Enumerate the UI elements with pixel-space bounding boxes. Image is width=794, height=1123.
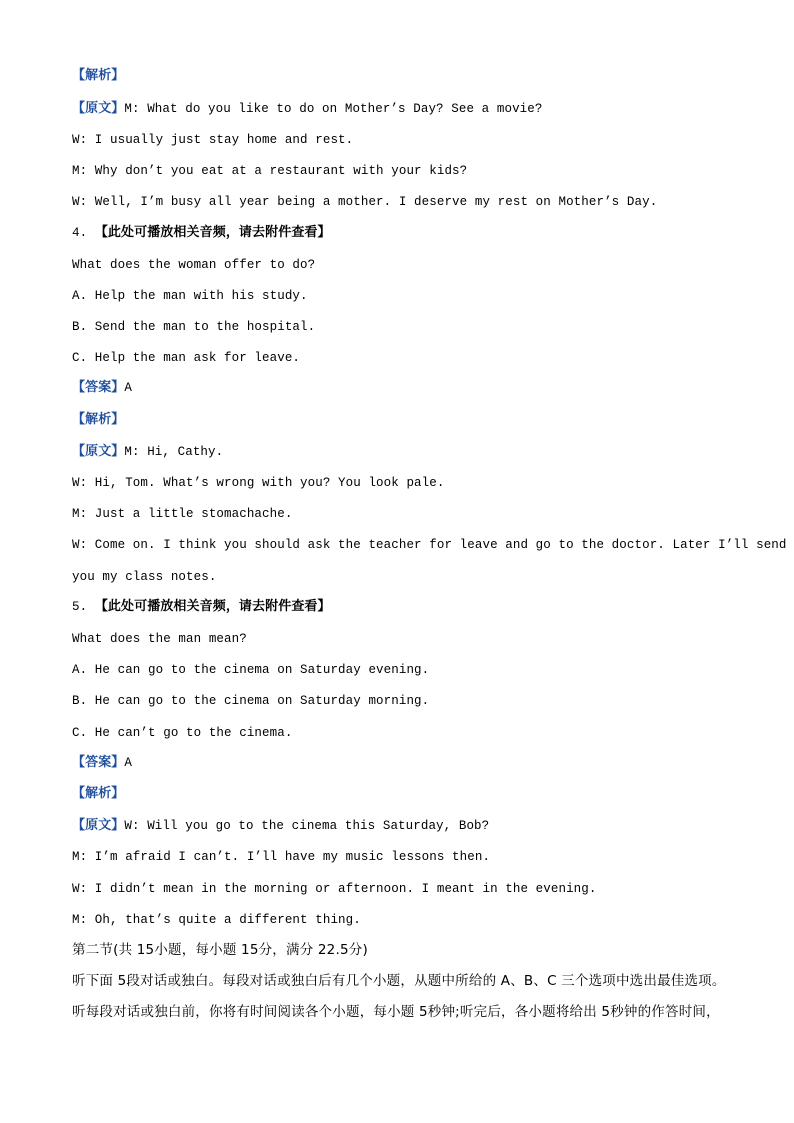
- transcript-text: W: I usually just stay home and rest.: [72, 133, 354, 147]
- instructions-text: 听下面 5段对话或独白。每段对话或独白后有几个小题，从题中所给的 A、B、C 三个选项中选出最佳选项。: [72, 973, 726, 989]
- option-b: [72, 319, 315, 335]
- transcript-text: M: Oh, that’s quite a different thing.: [72, 913, 361, 927]
- transcript-line: [72, 881, 596, 897]
- transcript-line: [72, 506, 292, 522]
- transcript-text: W: Come on. I think you should ask the teacher for leave and go to the doctor. Later I’ll send: [72, 538, 787, 552]
- option-text: A. Help the man with his study.: [72, 289, 308, 303]
- question-text-content: What does the man mean?: [72, 632, 247, 646]
- question-number: 5.: [72, 600, 95, 614]
- section-heading-text: 第二节(共 15小题，每小题 15分，满分 22.5分): [72, 942, 368, 958]
- transcript-text: M: I’m afraid I can’t. I’ll have my music lessons then.: [72, 850, 491, 864]
- transcript-text: you my class notes.: [72, 570, 217, 584]
- transcript-line: [72, 912, 361, 928]
- audio-placeholder-label[interactable]: 【此处可播放相关音频，请去附件查看】: [94, 599, 331, 614]
- tag-yuanwen: 【原文】: [72, 101, 125, 116]
- transcript-line: [72, 194, 657, 210]
- option-c: [72, 350, 300, 366]
- transcript-line: [72, 818, 489, 834]
- tag-yuanwen: 【原文】: [72, 818, 125, 833]
- audio-placeholder-label[interactable]: 【此处可播放相关音频，请去附件查看】: [94, 225, 331, 240]
- question-number: 4.: [72, 226, 95, 240]
- tag-jiexi: 【解析】: [72, 68, 125, 83]
- transcript-line: [72, 537, 787, 553]
- tag-jiexi: 【解析】: [72, 786, 125, 801]
- transcript-line: [72, 849, 490, 865]
- tag-yuanwen: 【原文】: [72, 444, 125, 459]
- analysis-label: [72, 68, 124, 84]
- transcript-line: [72, 132, 353, 148]
- option-a: [72, 662, 429, 678]
- option-a: [72, 288, 308, 304]
- transcript-text: M: What do you like to do on Mother’s Day? See a movie?: [124, 102, 543, 116]
- option-text: C. Help the man ask for leave.: [72, 351, 301, 365]
- question-5-header: [72, 599, 331, 615]
- transcript-line: [72, 101, 542, 117]
- tag-jiexi: 【解析】: [72, 412, 125, 427]
- transcript-text: W: I didn’t mean in the morning or afternoon. I meant in the evening.: [72, 882, 597, 896]
- question-text-content: What does the woman offer to do?: [72, 258, 316, 272]
- transcript-line: [72, 569, 216, 585]
- option-text: B. Send the man to the hospital.: [72, 320, 316, 334]
- answer-line: [72, 380, 132, 396]
- option-b: [72, 693, 429, 709]
- transcript-text: M: Hi, Cathy.: [124, 445, 224, 459]
- transcript-line: [72, 444, 223, 460]
- instructions-text: 听每段对话或独白前，你将有时间阅读各个小题，每小题 5秒钟;听完后，各小题将给出 5秒钟的作答时间，: [72, 1004, 720, 1020]
- answer-value: A: [124, 381, 133, 395]
- transcript-text: W: Well, I’m busy all year being a mother. I deserve my rest on Mother’s Day.: [72, 195, 658, 209]
- section-instructions: [72, 1004, 720, 1020]
- transcript-text: M: Just a little stomachache.: [72, 507, 293, 521]
- option-text: B. He can go to the cinema on Saturday morning.: [72, 694, 430, 708]
- option-text: A. He can go to the cinema on Saturday evening.: [72, 663, 430, 677]
- transcript-line: [72, 475, 444, 491]
- option-c: [72, 725, 292, 741]
- option-text: C. He can’t go to the cinema.: [72, 726, 293, 740]
- transcript-line: [72, 163, 467, 179]
- analysis-label: [72, 786, 124, 802]
- question-4-header: [72, 225, 331, 241]
- tag-daan: 【答案】: [72, 755, 125, 770]
- section-heading: [72, 942, 368, 958]
- transcript-text: W: Will you go to the cinema this Saturday, Bob?: [124, 819, 490, 833]
- section-instructions: [72, 973, 726, 989]
- question-text: [72, 257, 315, 273]
- tag-daan: 【答案】: [72, 380, 125, 395]
- answer-value: A: [124, 756, 133, 770]
- transcript-text: W: Hi, Tom. What’s wrong with you? You look pale.: [72, 476, 445, 490]
- transcript-text: M: Why don’t you eat at a restaurant with your kids?: [72, 164, 468, 178]
- answer-line: [72, 755, 132, 771]
- question-text: [72, 631, 247, 647]
- analysis-label: [72, 412, 124, 428]
